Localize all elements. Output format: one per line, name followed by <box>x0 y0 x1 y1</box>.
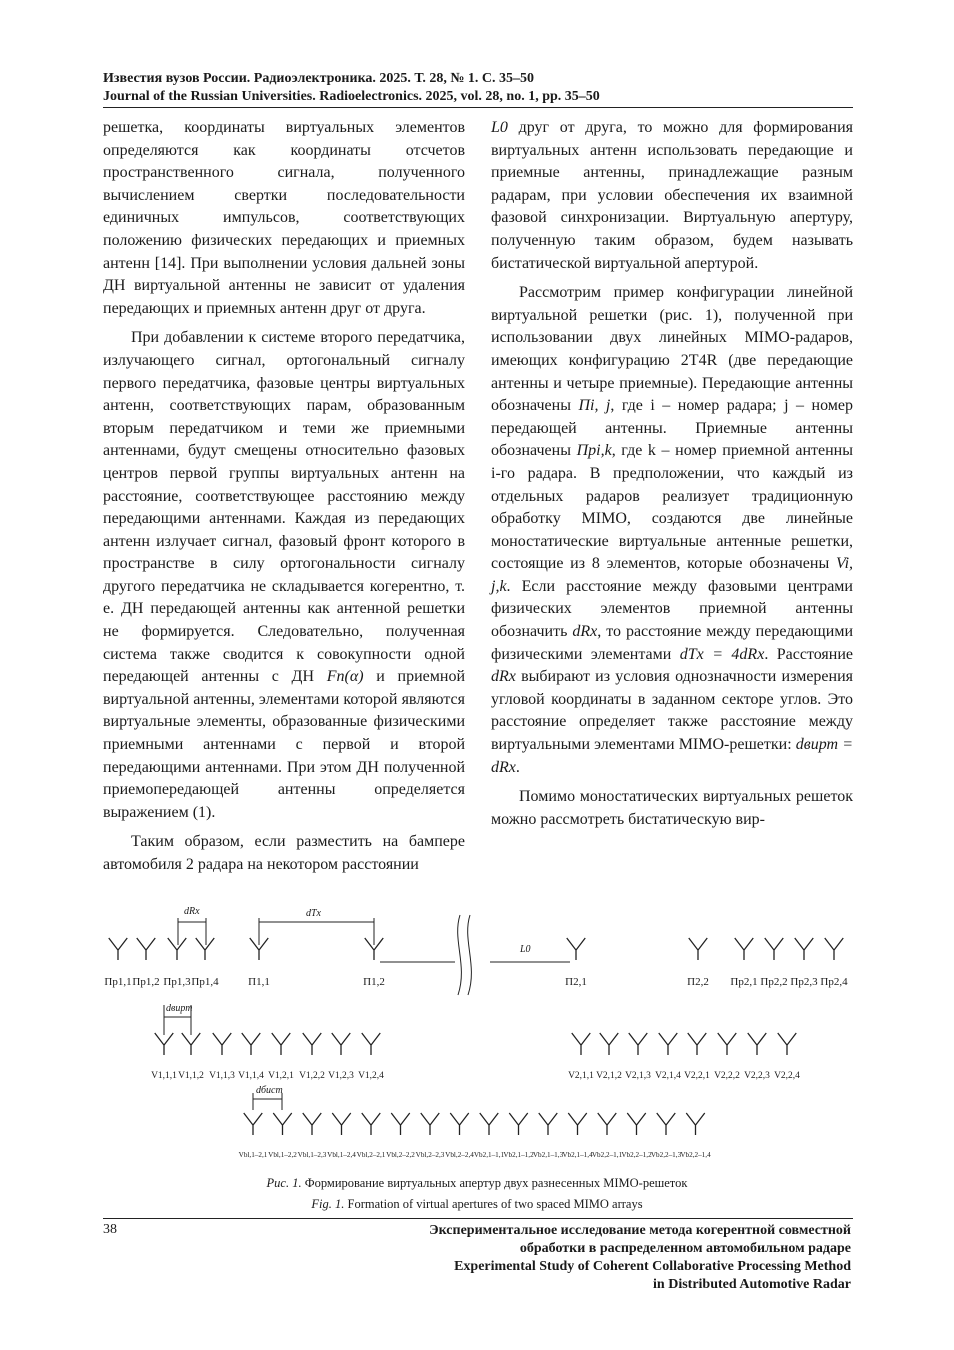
physical-antenna-label: Пр2,2 <box>760 976 788 988</box>
virtual-element-label: V2,1,2 <box>596 1071 622 1081</box>
right-paragraph-2-text-a: Рассмотрим пример конфигурации линейной виртуальной решетки (рис. 1), полученной при использовании двух линейных MIMO-радаров, имеющих конфигурацию 2T4R (две передающие антенны и четыре приемные). Передающие антенны обозначены <box>491 284 853 415</box>
bistatic-element-label: Vbl,1–2,3 <box>297 1151 327 1159</box>
bistatic-antenna-icon <box>303 1113 321 1135</box>
physical-antenna-label: П1,1 <box>248 976 270 988</box>
dvirt-label: dвирт <box>166 1003 193 1014</box>
bistatic-antenna-icon <box>539 1113 557 1135</box>
antenna-icon <box>825 938 843 960</box>
virtual-element-label: V2,2,1 <box>684 1071 710 1081</box>
virtual-element-label: V2,2,4 <box>774 1071 800 1081</box>
bistatic-element-label: Vb2,2–1,3 <box>650 1151 682 1159</box>
bistatic-element-label: Vbl,2–2,4 <box>445 1151 474 1159</box>
virtual-element-label: V2,2,3 <box>744 1071 770 1081</box>
virtual-element-label: V1,2,3 <box>328 1071 354 1081</box>
bistatic-element-label: Vb2,2–1,4 <box>680 1151 711 1159</box>
bistatic-antenna-icon <box>421 1113 439 1135</box>
virtual-antenna-icon <box>748 1033 766 1055</box>
physical-antenna-label: П2,2 <box>687 976 709 988</box>
bistatic-antenna-icon <box>450 1113 468 1135</box>
right-paragraph-2-text-g: выбирают из условия однозначности измерения угловой координаты в заданном секторе углов. Это расстояние определяет также расстояние между виртуальными элементами MIMO-решетки: <box>491 668 854 754</box>
figure-1-diagram <box>0 895 954 1165</box>
virtual-antenna-icon <box>572 1033 590 1055</box>
formula-virtual-element: Vi, j,k <box>491 555 854 595</box>
antenna-icon <box>137 938 155 960</box>
bistatic-antenna-icon <box>332 1113 350 1135</box>
bistatic-element-label: Vb2,1–1,3 <box>532 1151 564 1159</box>
bistatic-antenna-icon <box>686 1113 704 1135</box>
physical-antenna-label: Пр1,4 <box>191 976 219 988</box>
caption-en-text: Formation of virtual apertures of two spaced MIMO arrays <box>347 1197 643 1211</box>
figure-caption-ru <box>0 1176 954 1191</box>
bistatic-antenna-icon <box>509 1113 527 1135</box>
physical-antenna-label: Пр2,4 <box>820 976 848 988</box>
bistatic-antenna-icon <box>480 1113 498 1135</box>
antenna-icon <box>689 938 707 960</box>
dbist-label: dбист <box>256 1085 283 1096</box>
antenna-icon <box>765 938 783 960</box>
physical-antenna-label: Пр2,1 <box>730 976 758 988</box>
break-mark <box>458 915 462 995</box>
physical-antenna-label: П1,2 <box>363 976 385 988</box>
bistatic-element-label: Vb2,1–1,1 <box>473 1151 505 1159</box>
bistatic-antenna-icon <box>568 1113 586 1135</box>
bistatic-element-label: Vbl,1–2,1 <box>238 1151 268 1159</box>
virtual-antenna-icon <box>688 1033 706 1055</box>
dtx-label: dTx <box>306 908 321 919</box>
right-paragraph-2-text-d: . Если расстояние между фазовыми центрами физических элементов приемной антенны обозначить <box>491 577 853 641</box>
bistatic-element-label: Vbl,2–2,1 <box>356 1151 386 1159</box>
physical-antenna-label: Пр1,2 <box>132 976 160 988</box>
drx-label: dRx <box>184 906 200 917</box>
left-paragraph-2-text-a: При добавлении к системе второго передатчика, излучающего сигнал, ортогональный сигналу первого передатчика, фазовые центры виртуальных антенн, соответствующих парам, образованным вторым передатчиком и теми же приемными антеннами, будут смещены относительно фазовых центров первой группы виртуальных антенн на расстояние, соответствующее расстоянию между передающими антеннами. Каждая из передающих антенн излучает сигнал, фазовый фронт которого в пространстве в силу ортогональности сигналу другого передатчика не складывается когерентно, т. е. ДН передающей антенны как антенной решетки не формируется. Следовательно, полученная система также сводится к совокупности одной передающей антенны с ДН <box>103 329 465 686</box>
caption-ru-text: Формирование виртуальных апертур двух разнесенных MIMO-решеток <box>304 1176 688 1190</box>
right-paragraph-2-text-f: . Расстояние <box>764 645 854 663</box>
bistatic-element-label: Vbl,1–2,2 <box>268 1151 297 1159</box>
antenna-icon <box>168 938 186 960</box>
virtual-antenna-icon <box>242 1033 260 1055</box>
header-rule <box>103 107 853 108</box>
figure-caption-en <box>0 1197 954 1212</box>
antenna-icon <box>567 938 585 960</box>
bistatic-element-label: Vbl,2–2,3 <box>415 1151 445 1159</box>
virtual-antenna-icon <box>629 1033 647 1055</box>
virtual-antenna-icon <box>303 1033 321 1055</box>
virtual-antenna-icon <box>659 1033 677 1055</box>
physical-antenna-label: Пр2,3 <box>790 976 818 988</box>
virtual-element-label: V1,1,1 <box>151 1071 177 1081</box>
right-paragraph-1 <box>491 117 853 275</box>
bistatic-antenna-icon <box>244 1113 262 1135</box>
journal-header-ru: Известия вузов России. Радиоэлектроника. 2025. Т. 28, № 1. С. 35–50 <box>103 71 535 86</box>
physical-antenna-label: Пр1,1 <box>104 976 132 988</box>
page-number: 38 <box>103 1222 117 1237</box>
right-paragraph-2-text-e: , то расстояние между передающими физическими элементами <box>491 623 853 663</box>
virtual-antenna-icon <box>718 1033 736 1055</box>
bistatic-element-label: Vbl,1–2,4 <box>327 1151 356 1159</box>
running-title-en-1: Experimental Study of Coherent Collaborative Processing Method <box>454 1259 851 1274</box>
running-title-ru-2: обработки в распределенном автомобильном радаре <box>519 1241 851 1256</box>
virtual-antenna-icon <box>182 1033 200 1055</box>
antenna-icon <box>735 938 753 960</box>
caption-ru-label: Рис. 1. <box>266 1176 302 1190</box>
formula-rx-antenna: Прi,k <box>576 442 612 460</box>
physical-antenna-label: Пр1,3 <box>163 976 191 988</box>
bistatic-element-label: Vb2,2–1,1 <box>591 1151 623 1159</box>
bistatic-antenna-icon <box>391 1113 409 1135</box>
virtual-antenna-icon <box>362 1033 380 1055</box>
virtual-element-label: V1,2,2 <box>299 1071 325 1081</box>
formula-d-rx: dRx <box>572 623 598 641</box>
virtual-element-label: V2,1,3 <box>625 1071 651 1081</box>
virtual-element-label: V1,2,1 <box>268 1071 294 1081</box>
virtual-antenna-icon <box>272 1033 290 1055</box>
formula-d-virt: dвирт = dRx <box>491 736 854 776</box>
break-mark <box>468 915 472 995</box>
virtual-element-label: V1,1,3 <box>209 1071 235 1081</box>
right-paragraph-2-text-b: , где i – номер радара; j – номер передающей антенны. Приемные антенны обозначены <box>491 397 853 460</box>
bistatic-element-label: Vb2,1–1,2 <box>503 1151 534 1159</box>
left-paragraph-1: решетка, координаты виртуальных элементов определяются как координаты отсчетов пространственного сигнала, полученного вычислением свертки последовательности единичных импульсов, соответствующих положению физических передающих и приемных антенн [14]. При выполнении условия дальней зоны ДН виртуальной антенны не зависит от удаления передающих и приемных антенн друг от друга. <box>103 119 465 317</box>
journal-header <box>103 70 863 106</box>
left-paragraph-2 <box>103 327 465 824</box>
formula-d-tx: dTx = 4dRx <box>679 645 765 663</box>
formula-d-rx-2: dRx <box>491 668 516 686</box>
right-paragraph-2 <box>491 282 853 779</box>
bistatic-element-label: Vbl,2–2,2 <box>386 1151 415 1159</box>
virtual-antenna-icon <box>778 1033 796 1055</box>
virtual-element-label: V2,1,1 <box>568 1071 594 1081</box>
virtual-antenna-icon <box>213 1033 231 1055</box>
right-paragraph-2-text-h: . <box>515 758 520 776</box>
caption-en-label: Fig. 1. <box>311 1197 345 1211</box>
formula-tx-antenna: Пi, j <box>578 397 611 415</box>
bistatic-antenna-icon <box>598 1113 616 1135</box>
antenna-icon <box>196 938 214 960</box>
formula-l0: L0 <box>491 119 508 136</box>
virtual-element-label: V2,1,4 <box>655 1071 681 1081</box>
right-paragraph-3: Помимо моностатических виртуальных решеток можно рассмотреть бистатическую вир- <box>491 788 853 828</box>
running-title-en-2: in Distributed Automotive Radar <box>653 1277 851 1292</box>
formula-f-pattern: Fп(α) <box>326 668 364 686</box>
left-paragraph-3: Таким образом, если разместить на бампере автомобиля 2 радара на некотором расстоянии <box>103 833 465 873</box>
right-column <box>491 117 853 831</box>
bistatic-antenna-icon <box>657 1113 675 1135</box>
running-title <box>331 1222 851 1294</box>
right-paragraph-1-text: друг от друга, то можно для формирования виртуальных антенн использовать передающие и приемные антенны, принадлежащие разным радарам, при условии обеспечения их взаимной фазовой синхронизации. Виртуальную апертуру, полученную таким образом, будем называть бистатической виртуальной апертурой. <box>491 119 854 272</box>
antenna-icon <box>795 938 813 960</box>
right-paragraph-2-text-c: , где k – номер приемной антенны i-го радара. В предположении, что каждый из отдельных радаров реализует традиционную обработку MIMO, создаются две линейные моностатические виртуальные антенные решетки, состоящие из 8 элементов, которые обозначены <box>491 442 853 573</box>
antenna-icon <box>109 938 127 960</box>
virtual-element-label: V1,1,2 <box>178 1071 204 1081</box>
virtual-element-label: V2,2,2 <box>714 1071 740 1081</box>
running-title-ru-1: Экспериментальное исследование метода когерентной совместной <box>429 1223 851 1238</box>
bistatic-element-label: Vb2,1–1,4 <box>562 1151 593 1159</box>
bistatic-element-label: Vb2,2–1,2 <box>621 1151 652 1159</box>
virtual-antenna-icon <box>332 1033 350 1055</box>
footer-rule <box>103 1218 853 1219</box>
virtual-element-label: V1,1,4 <box>238 1071 264 1081</box>
l0-label: L0 <box>520 944 531 955</box>
left-paragraph-2-text-b: и приемной виртуальной антенны, элементами которой являются виртуальные элементы, образованные физическими приемными антеннами с первой и второй передающими антеннами. При этом ДН полученной приемопередающей антенны определяется выражением (1). <box>103 668 466 821</box>
virtual-antenna-icon <box>600 1033 618 1055</box>
bistatic-antenna-icon <box>273 1113 291 1135</box>
virtual-element-label: V1,2,4 <box>358 1071 384 1081</box>
bistatic-antenna-icon <box>627 1113 645 1135</box>
journal-header-en: Journal of the Russian Universities. Radioelectronics. 2025, vol. 28, no. 1, pp. 35–50 <box>103 89 600 104</box>
bistatic-antenna-icon <box>362 1113 380 1135</box>
left-column <box>103 117 465 877</box>
physical-antenna-label: П2,1 <box>565 976 587 988</box>
virtual-antenna-icon <box>155 1033 173 1055</box>
